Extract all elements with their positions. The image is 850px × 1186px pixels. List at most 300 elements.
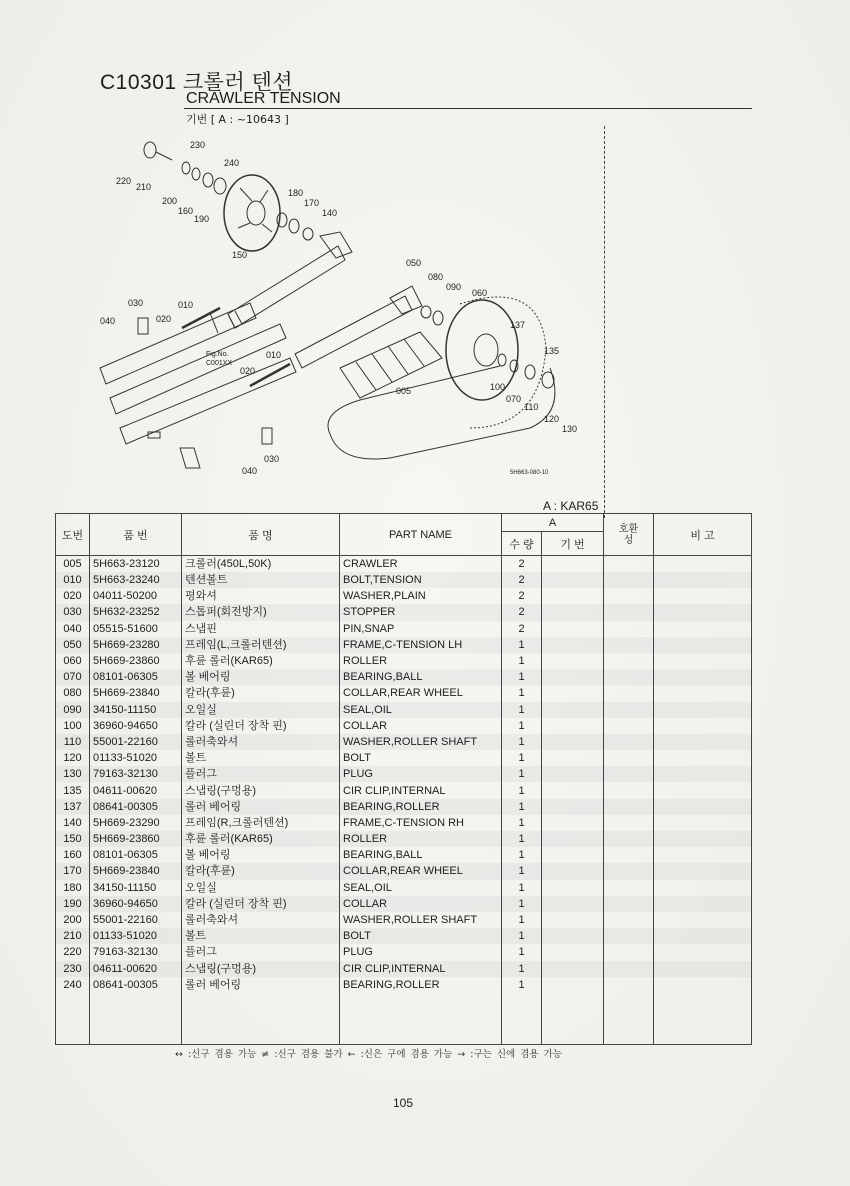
cell-part-name: COLLAR,REAR WHEEL [340,863,502,879]
cell-remarks [654,880,752,896]
cell-interchangeability [604,896,654,912]
cell-serial [542,782,604,798]
cell-part-number: 5H669-23280 [90,637,182,653]
cell-interchangeability [604,831,654,847]
drawing-code-label: 5H663-080-10 [510,470,549,476]
cell-serial [542,621,604,637]
page-number: 105 [393,1096,414,1110]
empty-cell [340,993,502,1045]
callout-label: 120 [544,414,560,424]
table-row [56,831,752,847]
callout-label: 180 [288,188,304,198]
cell-part-number: 05515-51600 [90,621,182,637]
cell-quantity: 1 [502,896,542,912]
cell-no: 110 [56,734,90,750]
cell-part-name: WASHER,ROLLER SHAFT [340,912,502,928]
cell-part-name-korean: 칼라(후륜) [182,863,340,879]
cell-part-name-korean: 롤러축와셔 [182,912,340,928]
callout-label: 010 [266,350,282,360]
cell-serial [542,734,604,750]
cell-interchangeability [604,604,654,620]
cell-remarks [654,799,752,815]
cell-no: 050 [56,637,90,653]
table-row [56,621,752,637]
cell-part-name-korean: 스톱퍼(회전방지) [182,604,340,620]
header-no: 도번 [56,514,90,556]
cell-part-number: 34150-11150 [90,702,182,718]
callout-label: 200 [162,196,178,206]
cell-part-number: 04611-00620 [90,961,182,977]
cell-serial [542,847,604,863]
cell-serial [542,556,604,573]
cell-serial [542,799,604,815]
cell-remarks [654,604,752,620]
cell-part-number: 08101-06305 [90,847,182,863]
cell-remarks [654,750,752,766]
cell-no: 135 [56,782,90,798]
cell-part-name: CIR CLIP,INTERNAL [340,782,502,798]
callout-label: 060 [472,288,488,298]
cell-interchangeability [604,928,654,944]
cell-quantity: 1 [502,831,542,847]
cell-serial [542,604,604,620]
cell-quantity: 1 [502,799,542,815]
callout-label: 090 [446,282,462,292]
cell-no: 060 [56,653,90,669]
cell-no: 130 [56,766,90,782]
cell-part-name: FRAME,C-TENSION RH [340,815,502,831]
cell-quantity: 1 [502,702,542,718]
cell-part-name: WASHER,ROLLER SHAFT [340,734,502,750]
cell-interchangeability [604,572,654,588]
cell-serial [542,718,604,734]
callout-label: 010 [178,300,194,310]
cell-part-number: 5H669-23860 [90,653,182,669]
cell-no: 120 [56,750,90,766]
cell-remarks [654,588,752,604]
cell-serial [542,928,604,944]
cell-no: 200 [56,912,90,928]
cell-interchangeability [604,718,654,734]
cell-remarks [654,685,752,701]
empty-cell [182,993,340,1045]
callout-label: 030 [128,298,144,308]
cell-quantity: 1 [502,637,542,653]
table-row [56,750,752,766]
cell-quantity: 1 [502,928,542,944]
cell-part-name: COLLAR [340,896,502,912]
table-row [56,847,752,863]
cell-serial [542,831,604,847]
variant-label: A : KAR65 [543,499,599,513]
callout-label: 050 [406,258,422,268]
empty-cell [542,993,604,1045]
cell-remarks [654,961,752,977]
callout-label: 100 [490,382,506,392]
cell-no: 160 [56,847,90,863]
table-row [56,556,752,573]
cell-interchangeability [604,782,654,798]
cell-part-name: BOLT [340,750,502,766]
cell-serial [542,961,604,977]
cell-remarks [654,734,752,750]
cell-part-name: CIR CLIP,INTERNAL [340,961,502,977]
header-part-name: PART NAME [340,514,502,556]
cell-remarks [654,977,752,993]
cell-part-name-korean: 크롤러(450L,50K) [182,556,340,573]
cell-part-name: BOLT [340,928,502,944]
header-part-name-korean: 품 명 [182,514,340,556]
cell-serial [542,669,604,685]
cell-part-name: PLUG [340,944,502,960]
cell-part-number: 08641-00305 [90,977,182,993]
cell-quantity: 1 [502,718,542,734]
cell-no: 100 [56,718,90,734]
cell-remarks [654,912,752,928]
cell-interchangeability [604,766,654,782]
cell-no: 190 [56,896,90,912]
cell-part-number: 5H669-23840 [90,863,182,879]
cell-part-name: WASHER,PLAIN [340,588,502,604]
cell-quantity: 1 [502,961,542,977]
cell-part-number: 55001-22160 [90,912,182,928]
cell-interchangeability [604,685,654,701]
cell-part-number: 5H669-23290 [90,815,182,831]
cell-serial [542,863,604,879]
table-row [56,799,752,815]
table-row [56,685,752,701]
cell-interchangeability [604,912,654,928]
cell-remarks [654,863,752,879]
cell-quantity: 1 [502,734,542,750]
cell-no: 080 [56,685,90,701]
upper-roller-wheel-shape [224,175,280,251]
cell-remarks [654,653,752,669]
table-row [56,912,752,928]
diagram-callouts [100,140,577,476]
cell-interchangeability [604,750,654,766]
cell-remarks [654,782,752,798]
cell-part-name-korean: 후륜 롤러(KAR65) [182,831,340,847]
cell-part-name-korean: 칼라 (실린더 장착 핀) [182,718,340,734]
cell-serial [542,766,604,782]
cell-no: 220 [56,944,90,960]
cell-part-number: 5H663-23120 [90,556,182,573]
cell-quantity: 1 [502,750,542,766]
fig-no-label: Fig.No. [206,351,229,358]
cell-part-name-korean: 텐션볼트 [182,572,340,588]
cell-quantity: 1 [502,766,542,782]
callout-label: 040 [100,316,116,326]
cell-serial [542,588,604,604]
cell-no: 180 [56,880,90,896]
table-row [56,944,752,960]
cell-part-name: SEAL,OIL [340,702,502,718]
empty-cell [604,993,654,1045]
cell-serial [542,653,604,669]
cell-no: 240 [56,977,90,993]
cell-part-number: 36960-94650 [90,718,182,734]
interchangeability-legend: ↔ :신구 겸용 가능 ≠ :신구 겸용 불가 ← :신은 구에 겸용 가능 → :구는 신에 겸용 가능 [175,1049,562,1060]
cell-interchangeability [604,637,654,653]
callout-label: 020 [240,366,256,376]
cell-part-name-korean: 프레임(R,크롤러텐션) [182,815,340,831]
cell-interchangeability [604,863,654,879]
cell-part-name-korean: 플러그 [182,944,340,960]
cell-interchangeability [604,961,654,977]
cell-quantity: 1 [502,977,542,993]
exploded-parts-diagram [90,128,610,488]
callout-label: 020 [156,314,172,324]
cell-part-name-korean: 스냅링(구멍용) [182,782,340,798]
parts-table [55,513,752,1045]
callout-label: 160 [178,206,194,216]
callout-label: 240 [224,158,240,168]
section-divider-line [604,126,605,518]
cell-quantity: 1 [502,912,542,928]
cell-part-name-korean: 칼라(후륜) [182,685,340,701]
cell-serial [542,572,604,588]
cell-quantity: 1 [502,782,542,798]
section-code-title: C10301 크롤러 텐션 [100,71,294,94]
callout-label: 220 [116,176,132,186]
cell-part-name: PLUG [340,766,502,782]
cell-quantity: 2 [502,588,542,604]
cell-part-name-korean: 볼트 [182,928,340,944]
cell-part-name: BOLT,TENSION [340,572,502,588]
empty-cell [56,993,90,1045]
cell-no: 070 [56,669,90,685]
callout-label: 005 [396,386,412,396]
cell-part-number: 36960-94650 [90,896,182,912]
serial-range: 기번 [ A : ~10643 ] [186,113,289,126]
callout-label: 110 [524,402,539,412]
cell-no: 210 [56,928,90,944]
cell-part-name-korean: 프레임(L,크롤러텐션) [182,637,340,653]
cell-remarks [654,928,752,944]
cell-remarks [654,815,752,831]
cell-interchangeability [604,588,654,604]
fig-code-label: C001XX [206,360,233,367]
cell-part-name: COLLAR [340,718,502,734]
section-english-title: CRAWLER TENSION [186,90,341,107]
header-remarks: 비 고 [654,514,752,556]
table-row [56,588,752,604]
cell-part-name-korean: 볼트 [182,750,340,766]
header-quantity: 수 량 [502,532,542,556]
header-part-number: 품 번 [90,514,182,556]
cell-quantity: 2 [502,556,542,573]
cell-part-number: 55001-22160 [90,734,182,750]
cell-part-number: 08101-06305 [90,669,182,685]
cell-remarks [654,572,752,588]
table-row [56,572,752,588]
callout-label: 140 [322,208,338,218]
cell-part-name: BEARING,BALL [340,669,502,685]
cell-part-number: 01133-51020 [90,928,182,944]
table-row [56,880,752,896]
cell-part-number: 08641-00305 [90,799,182,815]
title-rule [184,108,752,109]
cell-quantity: 1 [502,944,542,960]
cell-part-name-korean: 볼 베어링 [182,669,340,685]
cell-no: 030 [56,604,90,620]
cell-part-name-korean: 평와셔 [182,588,340,604]
table-row [56,977,752,993]
cell-part-name-korean: 롤러 베어링 [182,799,340,815]
cell-quantity: 1 [502,669,542,685]
empty-cell [502,993,542,1045]
callout-label: 230 [190,140,206,150]
cell-part-number: 5H632-23252 [90,604,182,620]
table-row [56,604,752,620]
cell-no: 010 [56,572,90,588]
cell-part-name: COLLAR,REAR WHEEL [340,685,502,701]
header-serial: 기 번 [542,532,604,556]
cell-part-number: 04611-00620 [90,782,182,798]
cell-part-number: 01133-51020 [90,750,182,766]
cell-no: 150 [56,831,90,847]
cell-serial [542,702,604,718]
cell-quantity: 1 [502,653,542,669]
cell-serial [542,815,604,831]
cell-part-name-korean: 스냅핀 [182,621,340,637]
header-interchangeability: 호환성 [604,514,654,556]
callout-label: 210 [136,182,152,192]
cell-no: 040 [56,621,90,637]
cell-serial [542,750,604,766]
cell-part-name: STOPPER [340,604,502,620]
cell-part-number: 5H669-23860 [90,831,182,847]
cell-remarks [654,831,752,847]
cell-part-name-korean: 칼라 (실린더 장착 핀) [182,896,340,912]
table-row [56,896,752,912]
cell-part-name: BEARING,ROLLER [340,799,502,815]
cell-interchangeability [604,653,654,669]
empty-cell [654,993,752,1045]
cell-part-name: SEAL,OIL [340,880,502,896]
cell-interchangeability [604,847,654,863]
table-row [56,961,752,977]
cell-no: 170 [56,863,90,879]
parts-table-body [56,556,752,1045]
table-filler-row [56,993,752,1045]
cell-interchangeability [604,799,654,815]
callout-label: 070 [506,394,522,404]
cell-part-name: ROLLER [340,831,502,847]
cell-part-number: 79163-32130 [90,766,182,782]
cell-no: 230 [56,961,90,977]
table-row [56,718,752,734]
cell-part-number: 79163-32130 [90,944,182,960]
callout-label: 170 [304,198,320,208]
table-row [56,653,752,669]
cell-interchangeability [604,702,654,718]
callout-label: 137 [510,320,526,330]
crawler-tread-shape [340,332,442,398]
cell-serial [542,880,604,896]
cell-quantity: 2 [502,604,542,620]
cell-no: 005 [56,556,90,573]
callout-label: 130 [562,424,578,434]
cell-interchangeability [604,621,654,637]
cell-part-name: ROLLER [340,653,502,669]
cell-quantity: 1 [502,847,542,863]
cell-part-name: BEARING,ROLLER [340,977,502,993]
cell-part-number: 5H663-23240 [90,572,182,588]
header-group-a: A [502,514,604,532]
cell-part-name-korean: 플러그 [182,766,340,782]
cell-part-name-korean: 오일실 [182,880,340,896]
cell-part-name: BEARING,BALL [340,847,502,863]
cell-remarks [654,718,752,734]
cell-remarks [654,702,752,718]
cell-no: 090 [56,702,90,718]
cell-quantity: 2 [502,572,542,588]
plug-part-shape [144,142,156,158]
cell-no: 140 [56,815,90,831]
table-row [56,928,752,944]
table-row [56,815,752,831]
cell-part-name: FRAME,C-TENSION LH [340,637,502,653]
table-row [56,669,752,685]
cell-part-name: CRAWLER [340,556,502,573]
cell-serial [542,977,604,993]
cell-interchangeability [604,734,654,750]
table-row [56,734,752,750]
empty-cell [90,993,182,1045]
cell-serial [542,944,604,960]
table-row [56,637,752,653]
cell-serial [542,685,604,701]
cell-interchangeability [604,880,654,896]
cell-quantity: 1 [502,880,542,896]
cell-quantity: 1 [502,685,542,701]
cell-remarks [654,896,752,912]
cell-part-number: 5H669-23840 [90,685,182,701]
cell-part-name-korean: 오일실 [182,702,340,718]
callout-label: 190 [194,214,210,224]
callout-label: 080 [428,272,444,282]
cell-interchangeability [604,977,654,993]
callout-label: 150 [232,250,248,260]
table-row [56,702,752,718]
cell-remarks [654,621,752,637]
table-row [56,863,752,879]
cell-part-number: 04011-50200 [90,588,182,604]
callout-label: 135 [544,346,560,356]
cell-part-name-korean: 스냅링(구멍용) [182,961,340,977]
cell-remarks [654,847,752,863]
cell-remarks [654,556,752,573]
cell-interchangeability [604,944,654,960]
cell-serial [542,637,604,653]
cell-part-name-korean: 후륜 롤러(KAR65) [182,653,340,669]
callout-label: 030 [264,454,280,464]
cell-remarks [654,637,752,653]
cell-serial [542,912,604,928]
cell-quantity: 1 [502,863,542,879]
cell-remarks [654,669,752,685]
cell-part-number: 34150-11150 [90,880,182,896]
cell-remarks [654,766,752,782]
cell-part-name-korean: 롤러축와셔 [182,734,340,750]
cell-serial [542,896,604,912]
cell-interchangeability [604,556,654,573]
table-row [56,766,752,782]
cell-interchangeability [604,815,654,831]
callout-label: 040 [242,466,258,476]
